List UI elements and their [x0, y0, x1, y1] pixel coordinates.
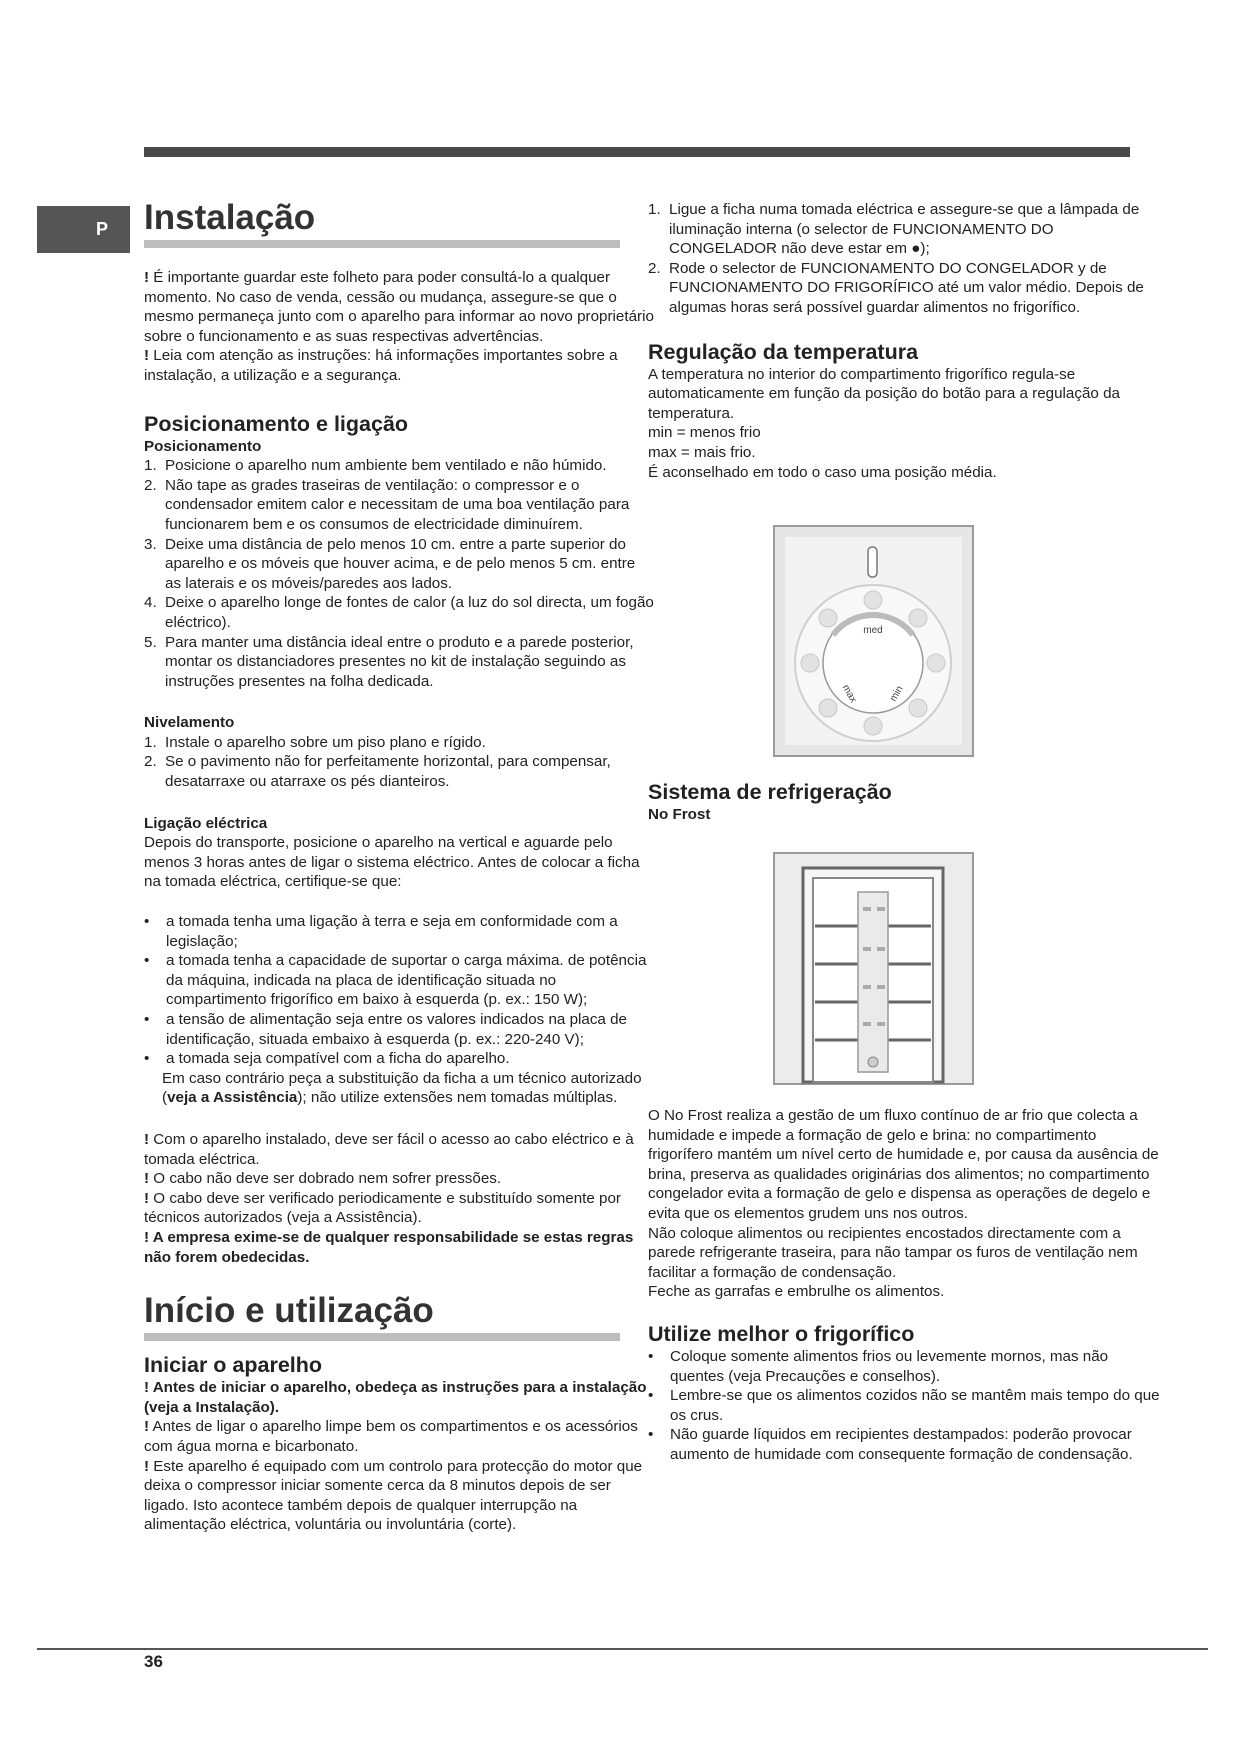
usage-bullet-marker: • [648, 1387, 654, 1405]
positioning-item-text: Não tape as grades traseiras de ventilação: o compressor e o condensador emitem calor e necessitam de uma boa ventilação para funcionarem bem e os consumos de electricidade diminuírem. [165, 476, 630, 533]
temperature-min: min = menos frio [648, 424, 761, 442]
start-step-text: Rode o selector de FUNCIONAMENTO DO CONGELADOR y de FUNCIONAMENTO DO FRIGORÍFICO até um valor médio. Depois de algumas horas será possível guardar alimentos no frigorífico. [669, 259, 1144, 316]
cooling-heading: Sistema de refrigeração [648, 780, 892, 804]
usage-bullet-marker: • [648, 1347, 654, 1365]
positioning-item [144, 535, 654, 594]
positioning-item-marker: 4. [144, 594, 157, 612]
electrical-list [144, 912, 654, 1069]
installation-title: Instalação [144, 198, 316, 237]
positioning-item-text: Deixe uma distância de pelo menos 10 cm. entre a parte superior do aparelho e os móveis que houver acima, e de pelo menos 5 cm. entre as laterais e os móveis/paredes aos lados. [165, 535, 636, 592]
temperature-advice: É aconselhado em todo o caso uma posição média. [648, 463, 997, 481]
usage-bullet-text: Coloque somente alimentos frios ou levemente mornos, mas não quentes (veja Precauções e conselhos). [670, 1347, 1109, 1385]
start-title: Início e utilização [144, 1291, 434, 1331]
positioning-item-marker: 3. [144, 535, 157, 553]
electrical-bullet-text: a tomada seja compatível com a ficha do aparelho. [166, 1050, 510, 1068]
positioning-heading: Posicionamento e ligação [144, 411, 409, 436]
electrical-notes [144, 1130, 654, 1228]
cooling-text-block [648, 1106, 1163, 1465]
positioning-item [144, 476, 654, 535]
positioning-item [144, 593, 654, 632]
dial-min-label: min [888, 684, 906, 704]
electrical-note: ! O cabo não deve ser dobrado nem sofrer pressões. [144, 1170, 502, 1188]
start-note-2: ! Este aparelho é equipado com um controlo para protecção do motor que deixa o compressor iniciar somente cerca da 8 minutos depois de ser ligado. Isto acontece também depois de qualquer interrupção na alimentação eléctrica, voluntária ou involuntária (corte). [144, 1457, 643, 1534]
start-warning: ! Antes de iniciar o aparelho, obedeça as instruções para a instalação (veja a Instalação). [144, 1379, 647, 1416]
dial-max-label: max [839, 682, 859, 705]
intro-paragraph: ! É importante guardar este folheto para poder consultá-lo a qualquer momento. No caso de venda, cessão ou mudança, assegure-se que o mesmo permaneça junto com o aparelho para informar ao novo proprietário sobre o funcionamento e as suas respectivas advertências. [144, 269, 654, 345]
leveling-subheading: Nivelamento [144, 714, 235, 732]
temperature-max: max = mais frio. [648, 443, 756, 461]
right-column [648, 200, 1163, 482]
positioning-item-marker: 5. [144, 633, 157, 651]
start-step-text: Ligue a ficha numa tomada eléctrica e assegure-se que a lâmpada de iluminação interna (o selector de FUNCIONAMENTO DO CONGELADOR não deve estar em ●); [669, 201, 1140, 258]
cooling-text-2: Não coloque alimentos ou recipientes encostados directamente com a parede refrigerante traseira, para não tampar os furos de ventilação nem facilitar a formação de condensação. [648, 1224, 1138, 1281]
start-heading: Iniciar o aparelho [144, 1353, 323, 1378]
electrical-bullet-text: a tensão de alimentação seja entre os valores indicados na placa de identificação, situada embaixo à esquerda (p. ex.: 220-240 V); [166, 1011, 627, 1048]
electrical-bullet-marker: • [144, 913, 150, 931]
start-section [144, 1291, 654, 1535]
language-tab: P [37, 206, 130, 253]
cooling-subheading: No Frost [648, 806, 711, 823]
leveling-item-marker: 2. [144, 753, 157, 771]
usage-bullet-text: Não guarde líquidos em recipientes destampados: poderão provocar aumento de humidade com consequente formação de condensação. [670, 1426, 1133, 1463]
start-title-underline [144, 1333, 620, 1341]
start-steps-list [648, 200, 1163, 318]
leveling-item-text: Se o pavimento não for perfeitamente horizontal, para compensar, desatarraxe ou atarraxe os pés dianteiros. [165, 753, 611, 791]
electrical-note: ! O cabo deve ser verificado periodicamente e substituído somente por técnicos autorizados (veja a Assistência). [144, 1189, 621, 1227]
footer-rule [37, 1648, 1208, 1650]
cooling-text-3: Feche as garrafas e embrulhe os alimentos. [648, 1283, 945, 1301]
leveling-list [144, 733, 654, 792]
electrical-bullet [144, 951, 654, 1010]
positioning-subheading: Posicionamento [144, 437, 262, 455]
dial-med-label: med [863, 625, 883, 636]
positioning-list [144, 456, 654, 691]
leveling-item-marker: 1. [144, 733, 157, 751]
temperature-dial-figure [773, 525, 974, 757]
usage-bullet-text: Lembre-se que os alimentos cozidos não se mantêm mais tempo do que os crus. [670, 1387, 1160, 1424]
usage-bullet-marker: • [648, 1426, 654, 1444]
start-step-marker: 1. [648, 201, 661, 218]
leveling-item [144, 752, 654, 791]
left-column [144, 198, 654, 1535]
electrical-bullet-marker: • [144, 1011, 150, 1028]
electrical-bullet-marker: • [144, 1050, 150, 1068]
electrical-bullet-text: a tomada tenha uma ligação à terra e seja em conformidade com a legislação; [166, 913, 618, 950]
temperature-text: A temperatura no interior do compartimento frigorífico regula-se automaticamente em função da posição do botão para a regulação da temperatura. [648, 365, 1120, 422]
positioning-item-text: Deixe o aparelho longe de fontes de calor (a luz do sol directa, um fogão eléctrico). [165, 594, 654, 631]
usage-heading: Utilize melhor o frigorífico [648, 1321, 915, 1346]
temperature-heading: Regulação da temperatura [648, 339, 919, 364]
positioning-item-text: Para manter uma distância ideal entre o produto e a parede posterior, montar os distanciadores presentes no kit de instalação seguindo as instruções presentes na folha dedicada. [165, 633, 634, 690]
start-step-marker: 2. [648, 259, 661, 277]
electrical-intro: Depois do transporte, posicione o aparelho na vertical e aguarde pelo menos 3 horas antes de ligar o sistema eléctrico. Antes de colocar a ficha na tomada eléctrica, certifique-se que: [144, 834, 640, 891]
cooling-text-1: O No Frost realiza a gestão de um fluxo contínuo de ar frio que colecta a humidade e impede a formação de gelo e brina: no compartimento frigorífero mantém um nível certo de humidade e, por causa da ausência de brina, preserva as qualidades originárias dos alimentos; no compartimento congelador evita a formação de gelo e dispensa as operações de degelo e evita que os elementos grudem uns nos outros. [648, 1107, 1159, 1222]
intro-paragraph-2: ! Leia com atenção as instruções: há informações importantes sobre a instalação, a utilização e a segurança. [144, 347, 618, 384]
title-underline [144, 240, 620, 248]
no-frost-fridge-figure [773, 852, 974, 1085]
positioning-item-text: Posicione o aparelho num ambiente bem ventilado e não húmido. [165, 457, 607, 475]
electrical-bullet [144, 1049, 654, 1069]
positioning-item-marker: 2. [144, 476, 157, 494]
electrical-bullet [144, 912, 654, 951]
positioning-item-marker: 1. [144, 457, 157, 475]
electrical-bullet4-continued: Em caso contrário peça a substituição da ficha a um técnico autorizado (veja a Assistência); não utilize extensões nem tomadas múltiplas. [162, 1069, 642, 1107]
start-note-1: ! Antes de ligar o aparelho limpe bem os compartimentos e os acessórios com água morna e bicarbonato. [144, 1418, 638, 1455]
page-number: 36 [144, 1652, 163, 1671]
start-step [648, 200, 1163, 259]
usage-bullet [648, 1386, 1163, 1425]
usage-bullet [648, 1347, 1163, 1386]
electrical-subheading: Ligação eléctrica [144, 814, 268, 832]
electrical-bullet [144, 1010, 654, 1049]
usage-list [648, 1347, 1163, 1465]
leveling-item [144, 733, 654, 753]
top-rule [144, 147, 1130, 157]
cooling-heading-block [648, 780, 1163, 825]
start-step [648, 259, 1163, 318]
positioning-item [144, 633, 654, 692]
final-warning: ! A empresa exime-se de qualquer responsabilidade se estas regras não forem obedecidas. [144, 1228, 634, 1266]
usage-bullet [648, 1425, 1163, 1464]
electrical-bullet-marker: • [144, 952, 150, 970]
positioning-item [144, 456, 654, 476]
installation-section [144, 198, 654, 1267]
leveling-item-text: Instale o aparelho sobre um piso plano e rígido. [165, 733, 486, 751]
electrical-note: ! Com o aparelho instalado, deve ser fácil o acesso ao cabo eléctrico e à tomada eléctrica. [144, 1130, 634, 1168]
electrical-bullet-text: a tomada tenha a capacidade de suportar o carga máxima. de potência da máquina, indicada na placa de identificação situada no compartimento frigorífico em baixo à esquerda (p. ex.: 150 W); [166, 952, 647, 1009]
